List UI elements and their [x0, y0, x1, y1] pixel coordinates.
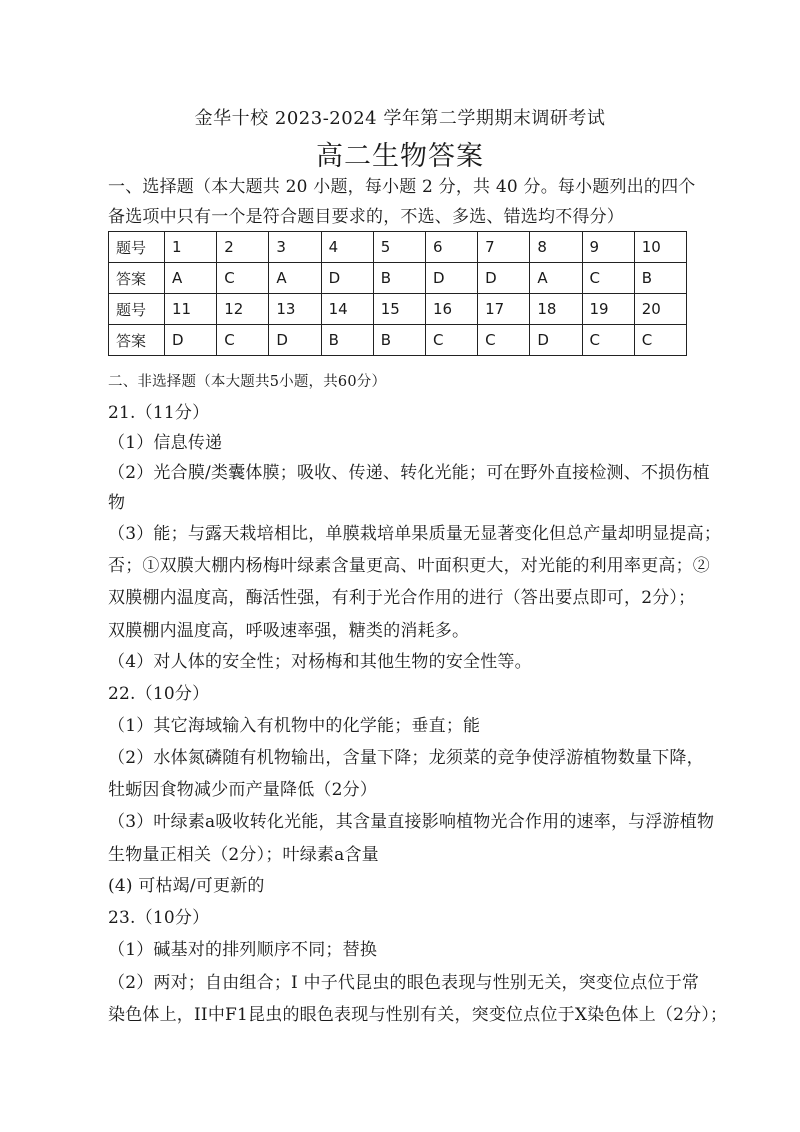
- question-number-cell: 8: [530, 232, 582, 263]
- question-number-cell: 20: [634, 294, 686, 325]
- answer-cell: B: [373, 263, 425, 294]
- question-number-cell: 17: [478, 294, 530, 325]
- q21-part1: （1）信息传递: [108, 433, 223, 453]
- q21-part2-line2: 物: [108, 493, 126, 513]
- question-number-cell: 9: [582, 232, 634, 263]
- answer-table-row: [109, 294, 687, 325]
- row-label: 题号: [109, 232, 165, 263]
- row-label: 答案: [109, 325, 165, 356]
- section2-heading: 二、非选择题（本大题共5小题，共60分）: [108, 374, 387, 390]
- q21-part4: （4）对人体的安全性；对杨梅和其他生物的安全性等。: [108, 652, 532, 672]
- question-number-cell: 12: [217, 294, 269, 325]
- answer-cell: B: [634, 263, 686, 294]
- school-exam-line: 金华十校 2023-2024 学年第二学期期末调研考试: [194, 108, 606, 129]
- answer-cell: D: [165, 325, 217, 356]
- q22-part4: (4) 可枯竭/可更新的: [108, 876, 265, 896]
- q22-header: 22.（10分）: [108, 684, 210, 704]
- q21-part3-line4: 双膜棚内温度高，呼吸速率强，糖类的消耗多。: [108, 621, 470, 641]
- answer-cell: D: [425, 263, 477, 294]
- answer-table-row: [109, 232, 687, 263]
- section1-heading-line1: 一、选择题（本大题共 20 小题，每小题 2 分，共 40 分。每小题列出的四个: [108, 177, 696, 197]
- answer-cell: C: [582, 325, 634, 356]
- answer-cell: D: [530, 325, 582, 356]
- question-number-cell: 1: [165, 232, 217, 263]
- q22-part2-line2: 牡蛎因食物减少而产量降低（2分）: [108, 780, 378, 800]
- section1-heading-line2: 备选项中只有一个是符合题目要求的，不选、多选、错选均不得分）: [108, 207, 624, 227]
- question-number-cell: 18: [530, 294, 582, 325]
- answer-table: [108, 231, 687, 356]
- q23-part1: （1）碱基对的排列顺序不同；替换: [108, 940, 378, 960]
- q23-header: 23.（10分）: [108, 908, 210, 928]
- answer-table-row: [109, 325, 687, 356]
- answer-cell: A: [530, 263, 582, 294]
- question-number-cell: 7: [478, 232, 530, 263]
- row-label: 答案: [109, 263, 165, 294]
- answer-cell: C: [582, 263, 634, 294]
- question-number-cell: 19: [582, 294, 634, 325]
- question-number-cell: 16: [425, 294, 477, 325]
- answer-cell: C: [425, 325, 477, 356]
- page-title: 高二生物答案: [316, 141, 484, 172]
- answer-table-row: [109, 263, 687, 294]
- answer-cell: D: [321, 263, 373, 294]
- q21-part3-line2: 否；①双膜大棚内杨梅叶绿素含量更高、叶面积更大，对光能的利用率更高；②: [108, 556, 710, 576]
- q22-part2-line1: （2）水体氮磷随有机物输出，含量下降；龙须菜的竞争使浮游植物数量下降，: [108, 748, 704, 768]
- answer-cell: B: [373, 325, 425, 356]
- question-number-cell: 4: [321, 232, 373, 263]
- question-number-cell: 6: [425, 232, 477, 263]
- question-number-cell: 11: [165, 294, 217, 325]
- answer-cell: C: [478, 325, 530, 356]
- question-number-cell: 3: [269, 232, 321, 263]
- q21-header: 21.（11分）: [108, 403, 210, 423]
- answer-cell: D: [269, 325, 321, 356]
- q21-part2-line1: （2）光合膜/类囊体膜；吸收、传递、转化光能；可在野外直接检测、不损伤植: [108, 463, 710, 483]
- question-number-cell: 10: [634, 232, 686, 263]
- q22-part3-line2: 生物量正相关（2分）；叶绿素a含量: [108, 845, 379, 865]
- q21-part3-line3: 双膜棚内温度高，酶活性强，有利于光合作用的进行（答出要点即可，2分）；: [108, 588, 696, 608]
- answer-cell: B: [321, 325, 373, 356]
- q23-part2-line1: （2）两对；自由组合；I 中子代昆虫的眼色表现与性别无关，突变位点位于常: [108, 973, 700, 993]
- answer-cell: C: [634, 325, 686, 356]
- q22-part1: （1）其它海域输入有机物中的化学能；垂直；能: [108, 716, 481, 736]
- row-label: 题号: [109, 294, 165, 325]
- question-number-cell: 14: [321, 294, 373, 325]
- q22-part3-line1: （3）叶绿素a吸收转化光能，其含量直接影响植物光合作用的速率，与浮游植物: [108, 812, 715, 832]
- question-number-cell: 15: [373, 294, 425, 325]
- answer-cell: C: [217, 263, 269, 294]
- question-number-cell: 13: [269, 294, 321, 325]
- answer-cell: A: [269, 263, 321, 294]
- question-number-cell: 2: [217, 232, 269, 263]
- answer-cell: A: [165, 263, 217, 294]
- question-number-cell: 5: [373, 232, 425, 263]
- q21-part3-line1: （3）能；与露天栽培相比，单膜栽培单果质量无显著变化但总产量却明显提高；: [108, 524, 722, 544]
- answer-cell: C: [217, 325, 269, 356]
- q23-part2-line2: 染色体上，II中F1昆虫的眼色表现与性别有关，突变位点位于X染色体上（2分）；: [108, 1005, 728, 1025]
- answer-cell: D: [478, 263, 530, 294]
